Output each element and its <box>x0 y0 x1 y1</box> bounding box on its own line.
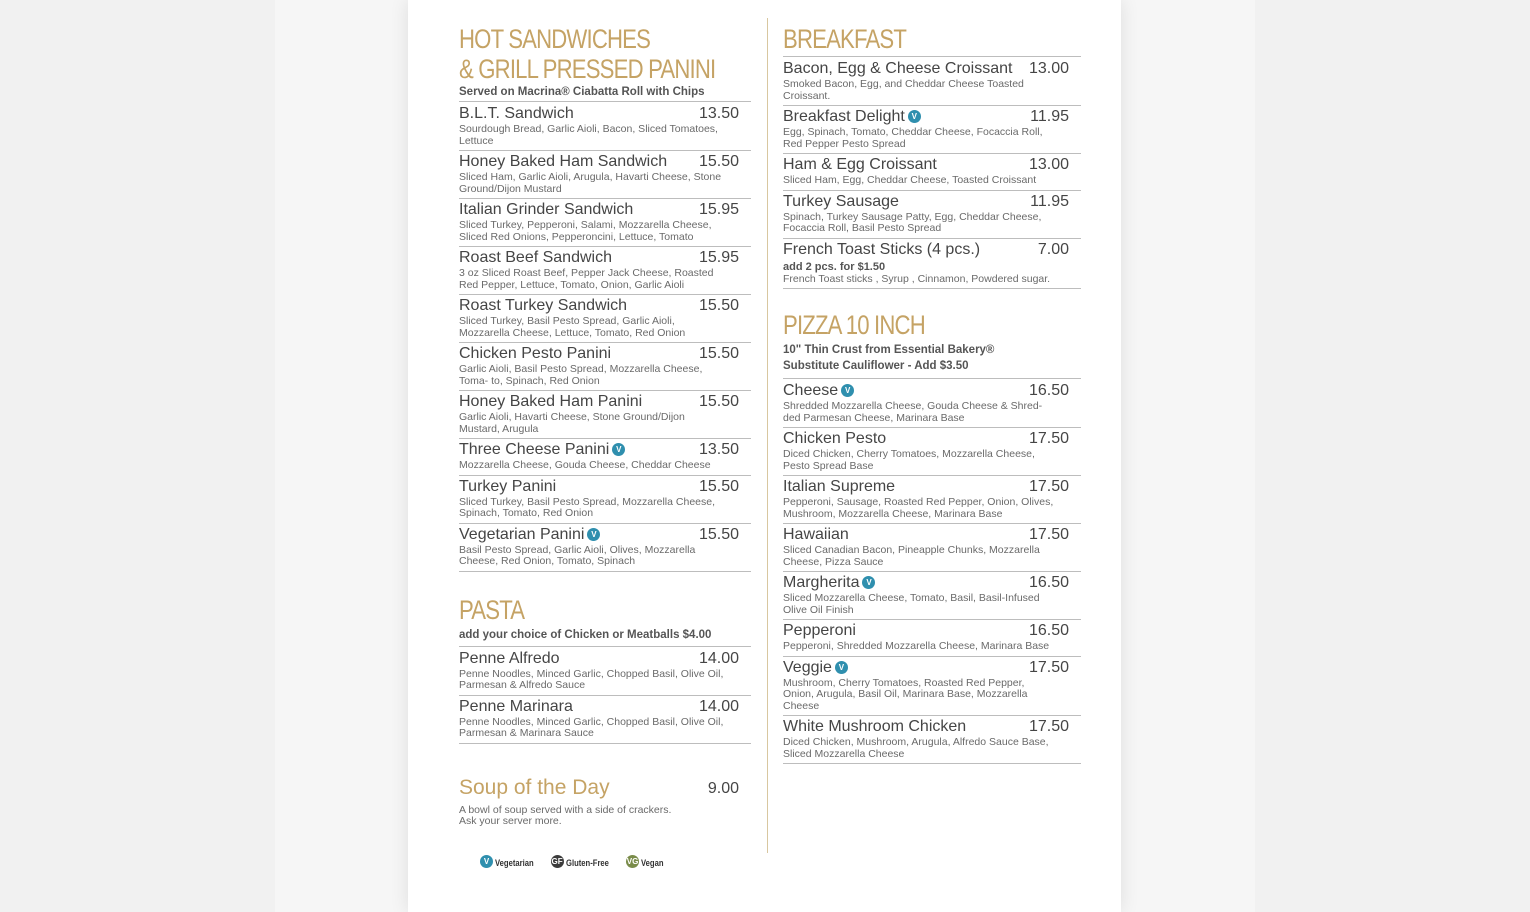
legend-entry <box>551 855 617 868</box>
vegetarian-icon: V <box>835 661 848 674</box>
item-name: Penne Marinara <box>459 697 573 715</box>
item-price: 13.00 <box>1028 156 1069 173</box>
pasta-note: add your choice of Chicken or Meatballs $4.00 <box>459 628 712 641</box>
item-name: Bacon, Egg & Cheese Croissant <box>783 60 1013 77</box>
item-description: Garlic Aioli, Havarti Cheese, Stone Ground/Dijon Mustard, Arugula <box>459 411 685 435</box>
item-price: 11.95 <box>1030 192 1069 210</box>
menu-item <box>783 477 1081 524</box>
menu-item <box>459 296 751 343</box>
item-name: Veggie <box>783 658 832 676</box>
item-name: Margherita <box>783 574 860 591</box>
diet-badge-icon: GF <box>551 857 563 866</box>
legend-label: Vegan <box>641 858 664 868</box>
breakfast-list <box>783 59 1081 289</box>
item-description: Diced Chicken, Cherry Tomatoes, Mozzarella Cheese, Pesto Spread Base <box>783 448 1035 472</box>
item-price: 17.50 <box>1028 478 1069 495</box>
item-description: Basil Pesto Spread, Garlic Aioli, Olives, Mozzarella Cheese, Red Onion, Tomato, Spinach <box>459 543 696 567</box>
item-name: Italian Grinder Sandwich <box>459 201 634 218</box>
item-price: 15.50 <box>698 393 739 410</box>
legend-label: Gluten-Free <box>565 858 609 868</box>
menu-item <box>783 107 1081 154</box>
section-rule <box>783 56 1081 57</box>
item-name: Chicken Pesto <box>783 430 887 447</box>
item-name: White Mushroom Chicken <box>783 718 967 735</box>
menu-item <box>459 697 751 744</box>
item-description: Shredded Mozzarella Cheese, Gouda Cheese & Shred- ded Parmesan Cheese, Marinara Base <box>783 400 1043 424</box>
item-description: Smoked Bacon, Egg, and Cheddar Cheese Toasted Croissant. <box>783 78 1024 102</box>
diet-legend <box>480 855 668 868</box>
item-price: 16.50 <box>1028 622 1069 639</box>
item-name: Turkey Sausage <box>783 192 899 210</box>
vegetarian-icon: V <box>862 576 875 589</box>
menu-item <box>459 104 751 151</box>
menu-item <box>783 429 1081 476</box>
menu-item <box>783 155 1081 191</box>
item-name: Pepperoni <box>783 622 856 639</box>
legend-label: Vegetarian <box>495 858 534 868</box>
pizza-list <box>783 381 1081 764</box>
pizza-title: PIZZA 10 INCH <box>783 310 925 340</box>
item-price: 17.50 <box>1028 718 1069 735</box>
soup-name: Soup of the Day <box>459 775 610 799</box>
item-description: Pepperoni, Sausage, Roasted Red Pepper, Onion, Olives, Mushroom, Mozzarella Cheese, Marinara Base <box>783 496 1054 520</box>
item-name: Italian Supreme <box>783 478 896 495</box>
item-description: Sliced Turkey, Basil Pesto Spread, Garlic Aioli, Mozzarella Cheese, Lettuce, Tomato, Red Onion <box>459 315 686 339</box>
menu-item <box>459 477 751 524</box>
hot-sandwiches-title-line2: & GRILL PRESSED PANINI <box>459 54 716 84</box>
pizza-note-crust: 10" Thin Crust from Essential Bakery® <box>783 344 995 356</box>
breakfast-title: BREAKFAST <box>783 24 907 54</box>
item-description: Pepperoni, Shredded Mozzarella Cheese, Marinara Base <box>783 640 1050 652</box>
vegetarian-icon: V <box>841 384 854 397</box>
item-price: 15.50 <box>698 297 739 314</box>
item-price: 15.50 <box>698 477 739 495</box>
item-name: Roast Beef Sandwich <box>459 249 612 266</box>
item-description: Mozzarella Cheese, Gouda Cheese, Cheddar Cheese <box>459 459 711 471</box>
item-description: Sliced Turkey, Basil Pesto Spread, Mozzarella Cheese, Spinach, Tomato, Red Onion <box>459 495 716 519</box>
item-name: Cheese <box>783 382 839 399</box>
item-name: Honey Baked Ham Sandwich <box>459 153 668 170</box>
item-description: Sliced Ham, Egg, Cheddar Cheese, Toasted Croissant <box>783 174 1037 186</box>
item-name: Breakfast Delight <box>783 108 905 125</box>
vegetarian-icon: V <box>612 443 625 456</box>
menu-item <box>783 240 1081 290</box>
menu-item <box>783 658 1081 717</box>
item-name: Chicken Pesto Panini <box>459 345 612 362</box>
pasta-title: PASTA <box>459 594 525 625</box>
item-name: Three Cheese Panini <box>459 441 610 458</box>
item-description: Sliced Ham, Garlic Aioli, Arugula, Havarti Cheese, Stone Ground/Dijon Mustard <box>459 171 722 195</box>
menu-item <box>459 200 751 247</box>
menu-item <box>459 440 751 476</box>
item-price: 13.50 <box>698 441 739 458</box>
item-price: 17.50 <box>1028 430 1069 447</box>
item-name: Honey Baked Ham Panini <box>459 393 643 410</box>
menu-item <box>459 525 751 572</box>
menu-item <box>783 525 1081 572</box>
item-price: 16.50 <box>1028 382 1069 399</box>
item-description: Egg, Spinach, Tomato, Cheddar Cheese, Focaccia Roll, Red Pepper Pesto Spread <box>783 126 1043 150</box>
item-price: 17.50 <box>1028 526 1069 543</box>
item-price: 11.95 <box>1030 108 1069 125</box>
section-rule <box>783 378 1081 379</box>
item-name: Turkey Panini <box>459 477 557 495</box>
item-description: Mushroom, Cherry Tomatoes, Roasted Red Pepper, Onion, Arugula, Basil Oil, Marinara Base, Mozzarella Cheese <box>783 676 1028 712</box>
item-name: B.L.T. Sandwich <box>459 105 574 122</box>
hot-sandwich-list <box>459 104 751 572</box>
legend-entry <box>626 855 668 868</box>
item-name: Roast Turkey Sandwich <box>459 297 628 314</box>
soup-desc: A bowl of soup served with a side of crackers. Ask your server more. <box>459 803 672 827</box>
item-price: 13.50 <box>698 105 739 122</box>
item-name: Vegetarian Panini <box>459 525 585 543</box>
menu-item <box>783 59 1081 106</box>
item-description: Sliced Turkey, Pepperoni, Salami, Mozzarella Cheese, Sliced Red Onions, Pepperoncini, Lettuce, Tomato <box>459 219 712 243</box>
item-price: 13.00 <box>1028 60 1069 77</box>
soup-price: 9.00 <box>707 779 739 797</box>
item-price: 7.00 <box>1037 240 1069 258</box>
menu-item <box>459 344 751 391</box>
vegetarian-icon: V <box>908 110 921 123</box>
diet-badge-icon: V <box>480 855 493 868</box>
item-price: 17.50 <box>1028 658 1069 676</box>
item-description: Garlic Aioli, Basil Pesto Spread, Mozzarella Cheese, Toma- to, Spinach, Red Onion <box>459 363 703 387</box>
menu-item <box>459 248 751 295</box>
item-price: 15.50 <box>698 153 739 170</box>
pizza-note-cauliflower: Substitute Cauliflower - Add $3.50 <box>783 360 969 372</box>
item-description: Sliced Canadian Bacon, Pineapple Chunks, Mozzarella Cheese, Pizza Sauce <box>783 544 1040 568</box>
item-description: Penne Noodles, Minced Garlic, Chopped Basil, Olive Oil, Parmesan & Alfredo Sauce <box>459 667 724 691</box>
item-price: 15.95 <box>698 201 739 218</box>
menu-item <box>459 152 751 199</box>
item-price: 15.95 <box>698 249 739 266</box>
menu-item <box>783 573 1081 620</box>
hot-sandwiches-title-line1: HOT SANDWICHES <box>459 24 651 54</box>
item-name: Hawaiian <box>783 526 849 543</box>
menu-item <box>783 192 1081 239</box>
diet-badge-icon: VG <box>626 857 639 866</box>
vegetarian-icon: V <box>587 528 600 541</box>
item-name: Ham & Egg Croissant <box>783 156 937 173</box>
left-column <box>459 24 751 832</box>
item-description: Penne Noodles, Minced Garlic, Chopped Basil, Olive Oil, Parmesan & Marinara Sauce <box>459 715 724 739</box>
item-addon: add 2 pcs. for $1.50 <box>783 260 886 273</box>
item-price: 14.00 <box>698 697 739 715</box>
menu-item <box>783 621 1081 657</box>
section-rule <box>459 646 751 647</box>
item-price: 15.50 <box>698 345 739 362</box>
item-description: Sliced Mozzarella Cheese, Tomato, Basil, Basil-Infused Olive Oil Finish <box>783 592 1040 616</box>
right-column <box>783 24 1081 765</box>
item-description: French Toast sticks , Syrup , Cinnamon, Powdered sugar. <box>783 272 1051 285</box>
item-description: 3 oz Sliced Roast Beef, Pepper Jack Cheese, Roasted Red Pepper, Lettuce, Tomato, Onion, Garlic Aioli <box>459 267 714 291</box>
legend-entry <box>480 855 541 868</box>
item-description: Spinach, Turkey Sausage Patty, Egg, Cheddar Cheese, Focaccia Roll, Basil Pesto Spread <box>783 210 1042 234</box>
item-name: Penne Alfredo <box>459 649 560 667</box>
soup-item <box>459 775 751 831</box>
column-divider <box>767 18 768 853</box>
hot-sandwiches-note: Served on Macrina® Ciabatta Roll with Chips <box>459 86 705 98</box>
pasta-list <box>459 649 751 744</box>
item-price: 16.50 <box>1028 574 1069 591</box>
item-name: French Toast Sticks (4 pcs.) <box>783 240 981 258</box>
item-price: 14.00 <box>698 649 739 667</box>
item-description: Diced Chicken, Mushroom, Arugula, Alfredo Sauce Base, Sliced Mozzarella Cheese <box>783 736 1049 760</box>
menu-item <box>783 381 1081 428</box>
item-price: 15.50 <box>698 525 739 543</box>
section-rule <box>459 101 751 102</box>
menu-item <box>459 649 751 696</box>
item-description: Sourdough Bread, Garlic Aioli, Bacon, Sliced Tomatoes, Lettuce <box>459 123 718 147</box>
menu-item <box>459 392 751 439</box>
menu-item <box>783 717 1081 764</box>
